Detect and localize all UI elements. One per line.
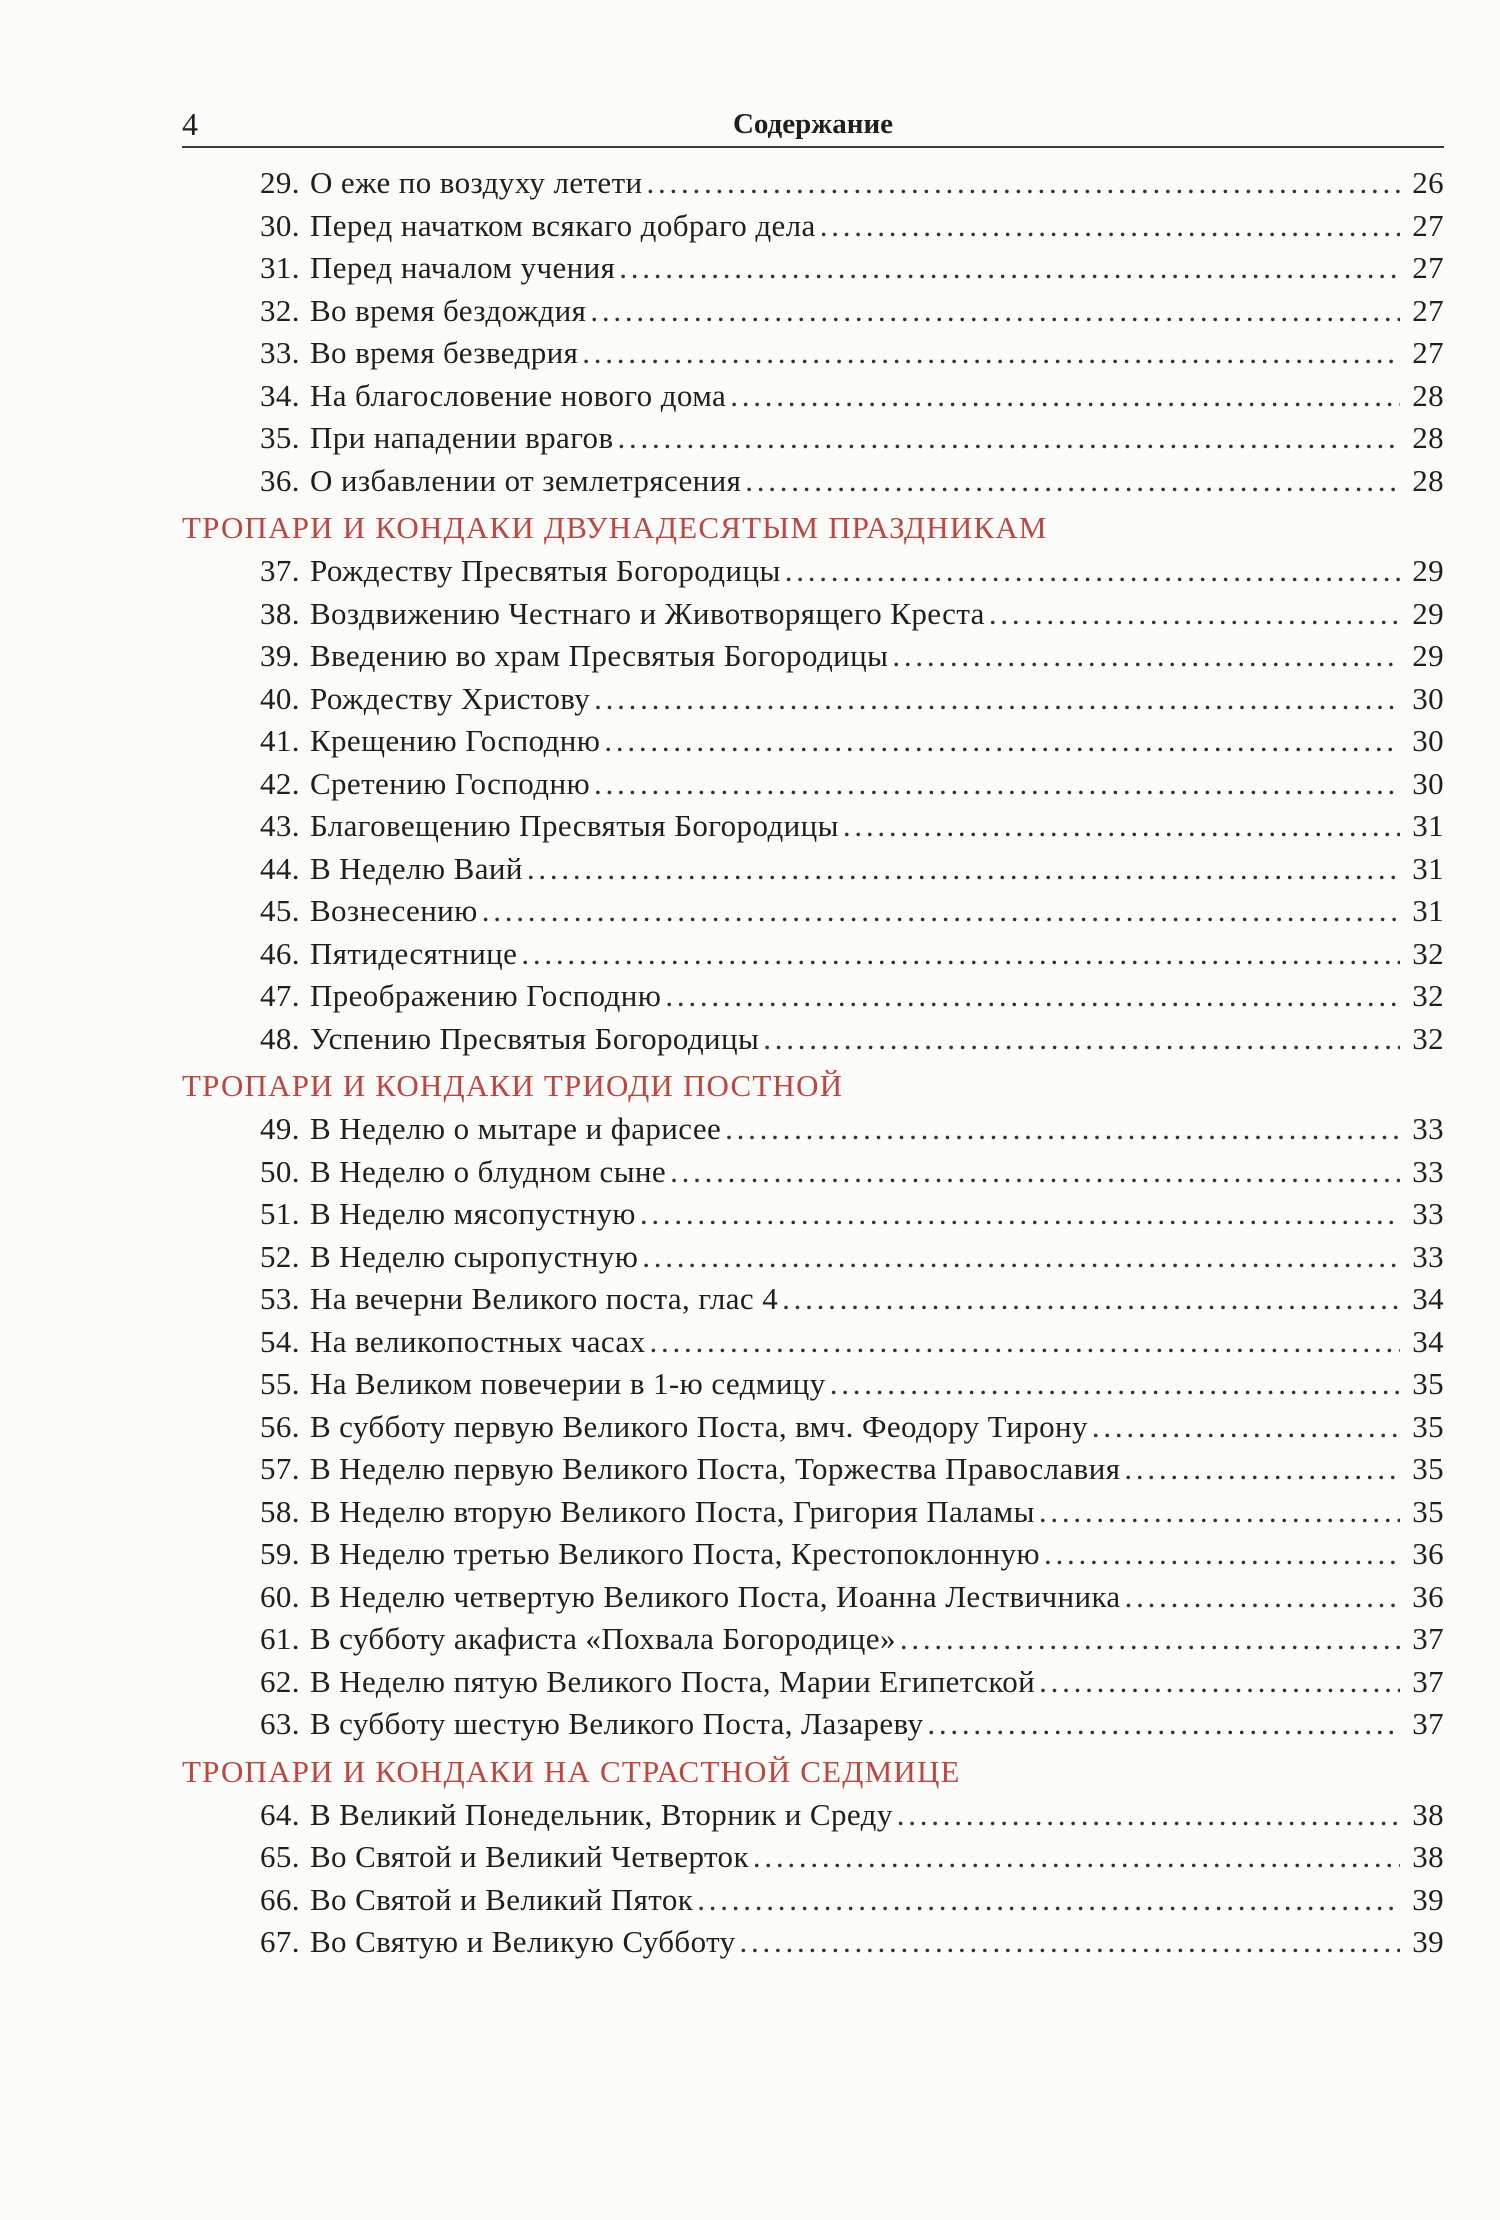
entry-number: 48.: [260, 1020, 300, 1056]
entry-title: На благословение нового дома: [309, 377, 727, 413]
entry-number: 59.: [260, 1536, 300, 1571]
entry-page-number: 36: [1412, 1536, 1444, 1571]
toc-entry[interactable]: [182, 290, 1444, 333]
toc-entry[interactable]: [182, 1794, 1444, 1837]
dot-leader: [763, 1018, 1400, 1061]
entry-page-number: 28: [1412, 420, 1444, 455]
entry-page-number: 27: [1412, 335, 1444, 370]
section-heading: ТРОПАРИ И КОНДАКИ ТРИОДИ ПОСТНОЙ: [182, 1068, 844, 1103]
toc-entry[interactable]: [182, 720, 1444, 763]
entry-number: 31.: [260, 250, 300, 285]
entry-number: 55.: [260, 1366, 300, 1401]
toc-entry[interactable]: [182, 1108, 1444, 1151]
toc-entry[interactable]: [182, 247, 1444, 290]
entry-page-number: 38: [1412, 1796, 1444, 1832]
entry-page-number: 38: [1412, 1839, 1444, 1874]
entry-number: 52.: [260, 1238, 300, 1274]
toc-entry[interactable]: [182, 593, 1444, 636]
entry-page-number: 35: [1412, 1366, 1444, 1401]
toc-entry[interactable]: [182, 1703, 1444, 1746]
entry-title: В Неделю Ваий: [309, 850, 523, 886]
toc-entry[interactable]: [182, 975, 1444, 1018]
dot-leader: [1124, 1448, 1400, 1491]
entry-number: 66.: [260, 1881, 300, 1917]
entry-page-number: 35: [1412, 1408, 1444, 1444]
entry-number: 49.: [260, 1111, 300, 1146]
toc-entry[interactable]: [182, 162, 1444, 205]
entry-number: 30.: [260, 207, 300, 243]
entry-number: 45.: [260, 893, 300, 928]
dot-leader: [1039, 1491, 1400, 1534]
entry-number: 32.: [260, 292, 300, 328]
dot-leader: [1039, 1661, 1400, 1704]
entry-page-number: 37: [1412, 1621, 1444, 1656]
entry-number: 47.: [260, 978, 300, 1013]
dot-leader: [647, 162, 1400, 205]
dot-leader: [725, 1108, 1400, 1151]
toc-entry[interactable]: [182, 1921, 1444, 1964]
toc-entry[interactable]: [182, 1363, 1444, 1406]
entry-number: 36.: [260, 462, 300, 498]
dot-leader: [650, 1321, 1401, 1364]
toc-entry[interactable]: [182, 332, 1444, 375]
toc-entry[interactable]: [182, 550, 1444, 593]
entry-title: Благовещению Пресвятыя Богородицы: [309, 808, 839, 843]
entry-page-number: 32: [1412, 935, 1444, 971]
entry-number: 50.: [260, 1153, 300, 1189]
entry-page-number: 27: [1412, 292, 1444, 328]
entry-title: В субботу акафиста «Похвала Богородице»: [309, 1621, 896, 1656]
toc-entry[interactable]: [182, 1491, 1444, 1534]
entry-number: 42.: [260, 765, 300, 801]
dot-leader: [745, 460, 1400, 503]
entry-page-number: 30: [1412, 723, 1444, 758]
entry-page-number: 29: [1412, 595, 1444, 631]
toc-entry[interactable]: [182, 1576, 1444, 1619]
entry-page-number: 32: [1412, 978, 1444, 1013]
entry-page-number: 28: [1412, 377, 1444, 413]
entry-title: При нападении врагов: [309, 420, 614, 455]
entry-number: 63.: [260, 1706, 300, 1741]
entry-title: В Неделю сыропустную: [309, 1238, 639, 1274]
entry-number: 35.: [260, 420, 300, 455]
toc-entry[interactable]: [182, 1448, 1444, 1491]
entry-title: Во время безведрия: [309, 335, 579, 370]
entry-number: 51.: [260, 1196, 300, 1231]
entry-page-number: 33: [1412, 1238, 1444, 1274]
entry-number: 39.: [260, 638, 300, 673]
header-title: Содержание: [732, 108, 894, 140]
dot-leader: [521, 933, 1400, 976]
dot-leader: [740, 1921, 1400, 1964]
dot-leader: [697, 1879, 1400, 1922]
dot-leader: [665, 975, 1400, 1018]
dot-leader: [1044, 1533, 1400, 1576]
entry-page-number: 33: [1412, 1111, 1444, 1146]
toc-entry[interactable]: [182, 678, 1444, 721]
toc-entry[interactable]: [182, 763, 1444, 806]
toc-entry[interactable]: [182, 635, 1444, 678]
dot-leader: [897, 1794, 1400, 1837]
entry-number: 57.: [260, 1451, 300, 1486]
entry-number: 67.: [260, 1924, 300, 1959]
section-heading: ТРОПАРИ И КОНДАКИ ДВУНАДЕСЯТЫМ ПРАЗДНИКАМ: [182, 510, 1048, 545]
entry-title: Вознесению: [309, 893, 478, 928]
toc-entry[interactable]: [182, 1618, 1444, 1661]
entry-page-number: 31: [1412, 808, 1444, 843]
page-number: 4: [182, 106, 198, 142]
entry-title: В Неделю вторую Великого Поста, Григория Паламы: [309, 1493, 1035, 1529]
entry-title: Во Святой и Великий Четверток: [309, 1839, 749, 1874]
entry-page-number: 35: [1412, 1451, 1444, 1486]
entry-page-number: 35: [1412, 1493, 1444, 1529]
entry-title: В Неделю четвертую Великого Поста, Иоанна Лествичника: [309, 1578, 1121, 1614]
entry-number: 37.: [260, 553, 300, 588]
entry-title: Сретению Господню: [309, 765, 591, 801]
entry-page-number: 30: [1412, 680, 1444, 716]
entry-number: 56.: [260, 1408, 300, 1444]
entry-title: Введению во храм Пресвятыя Богородицы: [309, 638, 889, 673]
dot-leader: [843, 805, 1400, 848]
entry-number: 65.: [260, 1839, 300, 1874]
entry-page-number: 28: [1412, 462, 1444, 498]
toc-entry[interactable]: [182, 1278, 1444, 1321]
entry-title: Перед началом учения: [309, 250, 616, 285]
entry-title: В Неделю пятую Великого Поста, Марии Египетской: [309, 1663, 1036, 1699]
entry-title: В Неделю мясопустную: [309, 1196, 636, 1231]
toc-entry[interactable]: [182, 205, 1444, 248]
toc-entry[interactable]: [182, 1533, 1444, 1576]
entry-number: 62.: [260, 1663, 300, 1699]
entry-page-number: 36: [1412, 1578, 1444, 1614]
dot-leader: [582, 332, 1400, 375]
dot-leader: [927, 1703, 1400, 1746]
entry-title: Во Святой и Великий Пяток: [309, 1881, 694, 1917]
entry-title: Преображению Господню: [309, 978, 662, 1013]
entry-page-number: 31: [1412, 850, 1444, 886]
toc-entry[interactable]: [182, 848, 1444, 891]
entry-number: 38.: [260, 595, 300, 631]
entry-title: Во время бездождия: [309, 292, 587, 328]
entry-page-number: 30: [1412, 765, 1444, 801]
entry-page-number: 34: [1412, 1281, 1444, 1316]
entry-page-number: 27: [1412, 207, 1444, 243]
entry-title: В субботу шестую Великого Поста, Лазареву: [309, 1706, 924, 1741]
toc-entry[interactable]: [182, 933, 1444, 976]
entry-page-number: 26: [1412, 165, 1444, 200]
entry-title: В Великий Понедельник, Вторник и Среду: [309, 1796, 893, 1832]
toc-entry[interactable]: [182, 1236, 1444, 1279]
toc-entry[interactable]: [182, 375, 1444, 418]
dot-leader: [590, 290, 1400, 333]
dot-leader: [782, 1278, 1400, 1321]
entry-title: В Неделю первую Великого Поста, Торжества Православия: [309, 1451, 1121, 1486]
entry-page-number: 32: [1412, 1020, 1444, 1056]
toc-entry[interactable]: [182, 1836, 1444, 1879]
entry-page-number: 33: [1412, 1196, 1444, 1231]
toc-entry[interactable]: [182, 890, 1444, 933]
entry-page-number: 34: [1412, 1323, 1444, 1359]
entry-page-number: 29: [1412, 553, 1444, 588]
entry-number: 46.: [260, 935, 300, 971]
dot-leader: [594, 678, 1400, 721]
toc-entry[interactable]: [182, 460, 1444, 503]
toc-entry[interactable]: [182, 1321, 1444, 1364]
dot-leader: [642, 1236, 1400, 1279]
toc-entry[interactable]: [182, 805, 1444, 848]
dot-leader: [618, 417, 1401, 460]
entry-title: Во Святую и Великую Субботу: [309, 1924, 736, 1959]
toc-entry[interactable]: [182, 1406, 1444, 1449]
entry-page-number: 39: [1412, 1924, 1444, 1959]
dot-leader: [482, 890, 1400, 933]
entry-number: 34.: [260, 377, 300, 413]
entry-number: 41.: [260, 723, 300, 758]
entry-number: 53.: [260, 1281, 300, 1316]
entry-number: 33.: [260, 335, 300, 370]
entry-title: Рождеству Пресвятыя Богородицы: [309, 553, 781, 588]
entry-number: 61.: [260, 1621, 300, 1656]
entry-page-number: 37: [1412, 1663, 1444, 1699]
dot-leader: [640, 1193, 1400, 1236]
entry-number: 40.: [260, 680, 300, 716]
entry-number: 64.: [260, 1796, 300, 1832]
entry-title: На вечерни Великого поста, глас 4: [309, 1281, 779, 1316]
dot-leader: [1092, 1406, 1400, 1449]
dot-leader: [670, 1151, 1400, 1194]
section-heading: ТРОПАРИ И КОНДАКИ НА СТРАСТНОЙ СЕДМИЦЕ: [182, 1753, 961, 1789]
entry-title: Перед начатком всякаго добраго дела: [309, 207, 816, 243]
dot-leader: [989, 593, 1400, 636]
entry-title: Крещению Господню: [309, 723, 601, 758]
entry-number: 54.: [260, 1323, 300, 1359]
entry-title: В Неделю о мытаре и фарисее: [309, 1111, 722, 1146]
entry-title: Успению Пресвятыя Богородицы: [309, 1020, 760, 1056]
entry-title: Пятидесятнице: [309, 935, 518, 971]
entry-number: 44.: [260, 850, 300, 886]
toc-entry[interactable]: [182, 417, 1444, 460]
dot-leader: [830, 1363, 1400, 1406]
toc-entry[interactable]: [182, 1879, 1444, 1922]
entry-number: 58.: [260, 1493, 300, 1529]
entry-number: 29.: [260, 165, 300, 200]
dot-leader: [892, 635, 1400, 678]
dot-leader: [730, 375, 1400, 418]
entry-title: В Неделю о блудном сыне: [309, 1153, 667, 1189]
dot-leader: [785, 550, 1400, 593]
dot-leader: [900, 1618, 1400, 1661]
entry-page-number: 39: [1412, 1881, 1444, 1917]
dot-leader: [1125, 1576, 1400, 1619]
entry-title: Рождеству Христову: [309, 680, 591, 716]
entry-page-number: 33: [1412, 1153, 1444, 1189]
entry-number: 60.: [260, 1578, 300, 1614]
entry-title: На Великом повечерии в 1-ю седмицу: [309, 1366, 826, 1401]
entry-page-number: 29: [1412, 638, 1444, 673]
entry-title: В Неделю третью Великого Поста, Крестопоклонную: [309, 1536, 1040, 1571]
dot-leader: [594, 763, 1400, 806]
toc-entry[interactable]: [182, 1193, 1444, 1236]
page-header: [182, 102, 1444, 148]
entry-title: Воздвижению Честнаго и Животворящего Креста: [309, 595, 985, 631]
toc-entry[interactable]: [182, 1018, 1444, 1061]
dot-leader: [604, 720, 1400, 763]
table-of-contents: [182, 162, 1444, 1964]
dot-leader: [619, 247, 1400, 290]
dot-leader: [527, 848, 1400, 891]
toc-entry[interactable]: [182, 1151, 1444, 1194]
entry-title: На великопостных часах: [309, 1323, 646, 1359]
entry-title: В субботу первую Великого Поста, вмч. Феодору Тирону: [309, 1408, 1088, 1444]
dot-leader: [820, 205, 1400, 248]
entry-page-number: 31: [1412, 893, 1444, 928]
entry-title: О избавлении от землетрясения: [309, 462, 742, 498]
entry-page-number: 37: [1412, 1706, 1444, 1741]
dot-leader: [753, 1836, 1400, 1879]
toc-entry[interactable]: [182, 1661, 1444, 1704]
entry-page-number: 27: [1412, 250, 1444, 285]
entry-number: 43.: [260, 808, 300, 843]
entry-title: О еже по воздуху летети: [309, 165, 643, 200]
